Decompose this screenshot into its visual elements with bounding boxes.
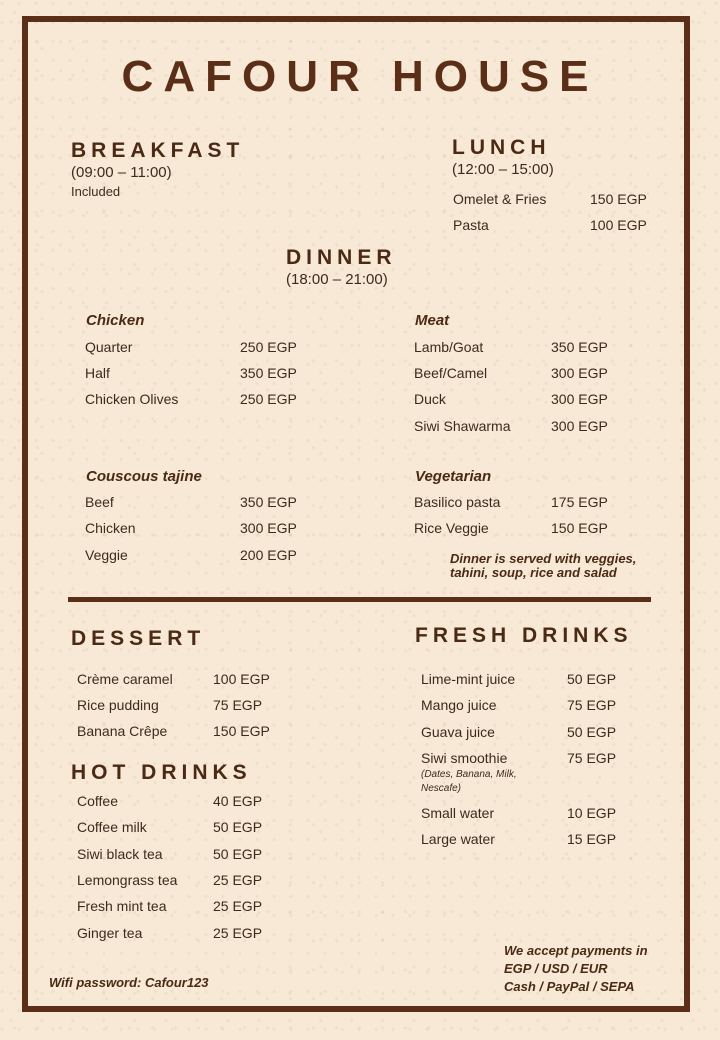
category-meat: Meat — [415, 312, 450, 329]
dinner-heading: DINNER — [286, 246, 397, 269]
item-price: 50 EGP — [213, 819, 263, 835]
dinner-note-line: tahini, soup, rice and salad — [450, 565, 617, 580]
item-name: Lemongrass tea — [77, 872, 178, 888]
item-name: Rice pudding — [77, 697, 159, 713]
dinner-note-line: Dinner is served with veggies, — [450, 551, 637, 566]
item-name: Guava juice — [421, 724, 495, 740]
category-couscous: Couscous tajine — [86, 468, 202, 485]
item-name: Omelet & Fries — [453, 191, 547, 207]
item-price: 10 EGP — [567, 805, 617, 821]
item-price: 40 EGP — [213, 793, 263, 809]
item-name: Siwi Shawarma — [414, 418, 511, 434]
item-name: Mango juice — [421, 697, 497, 713]
item-name: Coffee milk — [77, 819, 147, 835]
item-name: Pasta — [453, 217, 489, 233]
payment-info — [504, 942, 648, 996]
item-name: Coffee — [77, 793, 118, 809]
fresh-drinks-heading: FRESH DRINKS — [415, 624, 633, 647]
item-price: 25 EGP — [213, 898, 263, 914]
smoothie-note-line: (Dates, Banana, Milk, — [421, 769, 517, 780]
section-divider — [68, 597, 651, 602]
item-name: Chicken Olives — [85, 391, 179, 407]
item-price: 300 EGP — [551, 365, 608, 381]
item-price: 300 EGP — [240, 520, 297, 536]
item-price: 350 EGP — [551, 339, 608, 355]
category-chicken: Chicken — [86, 312, 145, 329]
smoothie-note-line: Nescafe) — [421, 783, 462, 794]
item-name: Large water — [421, 831, 495, 847]
item-price: 250 EGP — [240, 339, 297, 355]
lunch-heading: LUNCH — [452, 136, 551, 159]
item-name: Rice Veggie — [414, 520, 489, 536]
payment-line: EGP / USD / EUR — [504, 961, 608, 976]
item-price: 250 EGP — [240, 391, 297, 407]
item-price: 300 EGP — [551, 418, 608, 434]
wifi-password: Wifi password: Cafour123 — [49, 975, 209, 990]
category-vegetarian: Vegetarian — [415, 468, 492, 485]
payment-line: Cash / PayPal / SEPA — [504, 979, 635, 994]
item-name: Banana Crêpe — [77, 723, 168, 739]
hot-drinks-heading: HOT DRINKS — [71, 761, 252, 784]
item-name: Beef — [85, 494, 114, 510]
dinner-note — [450, 552, 636, 580]
item-name: Siwi black tea — [77, 846, 163, 862]
breakfast-heading: BREAKFAST — [71, 139, 245, 162]
item-name: Basilico pasta — [414, 494, 501, 510]
item-price: 50 EGP — [213, 846, 263, 862]
item-name: Lime-mint juice — [421, 671, 516, 687]
breakfast-note: Included — [71, 184, 121, 199]
breakfast-hours: (09:00 – 11:00) — [71, 164, 172, 181]
item-name: Ginger tea — [77, 925, 143, 941]
item-price: 100 EGP — [213, 671, 270, 687]
payment-line: We accept payments in — [504, 943, 648, 958]
item-price: 50 EGP — [567, 724, 617, 740]
item-name: Small water — [421, 805, 495, 821]
item-price: 100 EGP — [590, 217, 647, 233]
menu-title: CAFOUR HOUSE — [121, 52, 599, 101]
item-price: 75 EGP — [567, 697, 617, 713]
item-name: Crème caramel — [77, 671, 173, 687]
item-name: Siwi smoothie — [421, 750, 508, 766]
item-price: 200 EGP — [240, 547, 297, 563]
item-name: Chicken — [85, 520, 136, 536]
item-name: Beef/Camel — [414, 365, 488, 381]
item-price: 50 EGP — [567, 671, 617, 687]
smoothie-note — [421, 768, 517, 796]
item-name: Lamb/Goat — [414, 339, 484, 355]
item-name: Duck — [414, 391, 446, 407]
dessert-heading: DESSERT — [71, 627, 206, 650]
item-price: 175 EGP — [551, 494, 608, 510]
item-price: 150 EGP — [551, 520, 608, 536]
item-price: 25 EGP — [213, 872, 263, 888]
item-price: 150 EGP — [590, 191, 647, 207]
dinner-hours: (18:00 – 21:00) — [286, 271, 388, 288]
item-price: 350 EGP — [240, 365, 297, 381]
item-price: 350 EGP — [240, 494, 297, 510]
item-name: Veggie — [85, 547, 128, 563]
lunch-hours: (12:00 – 15:00) — [452, 161, 554, 178]
item-name: Half — [85, 365, 110, 381]
item-price: 150 EGP — [213, 723, 270, 739]
item-price: 15 EGP — [567, 831, 617, 847]
item-price: 25 EGP — [213, 925, 263, 941]
item-name: Quarter — [85, 339, 133, 355]
item-price: 75 EGP — [213, 697, 263, 713]
item-price: 300 EGP — [551, 391, 608, 407]
item-name: Fresh mint tea — [77, 898, 167, 914]
item-price: 75 EGP — [567, 750, 617, 766]
